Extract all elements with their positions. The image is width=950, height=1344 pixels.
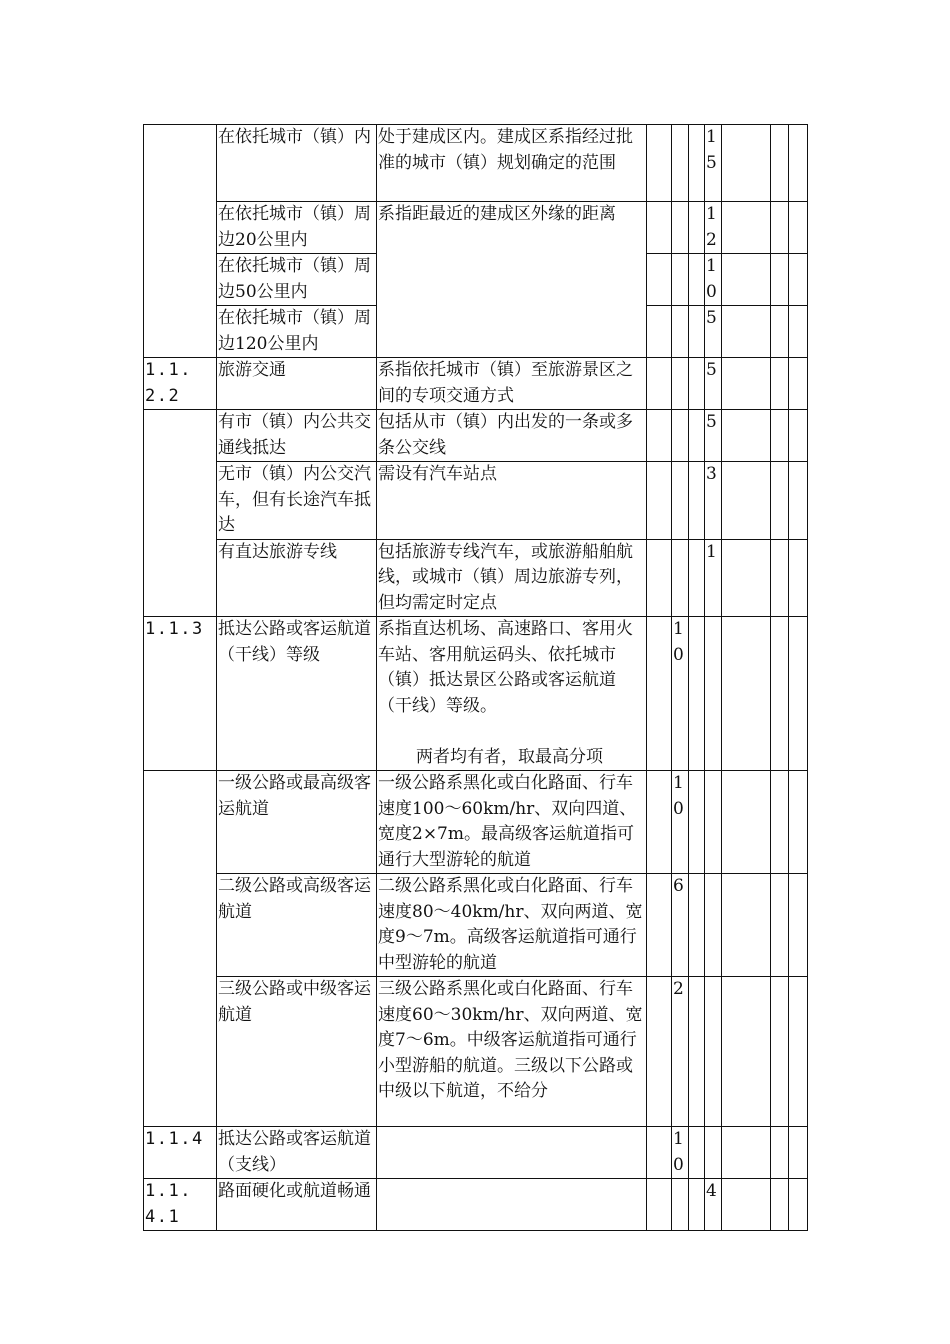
table-row <box>144 125 808 202</box>
empty-cell <box>672 254 689 306</box>
empty-cell <box>647 254 672 306</box>
empty-cell <box>771 771 789 874</box>
empty-cell <box>672 358 689 410</box>
empty-cell <box>771 306 789 358</box>
empty-cell <box>722 254 771 306</box>
table-row <box>144 977 808 1127</box>
scoring-table <box>143 124 808 1231</box>
empty-cell <box>771 254 789 306</box>
score-b-cell <box>689 874 705 977</box>
empty-cell <box>789 1127 808 1179</box>
empty-cell <box>672 539 689 617</box>
empty-cell <box>722 1179 771 1231</box>
empty-cell <box>705 617 722 771</box>
empty-cell <box>722 125 771 202</box>
empty-cell <box>771 202 789 254</box>
score-b-cell <box>689 771 705 874</box>
item-cell: 在依托城市（镇）周边120公里内 <box>217 306 377 358</box>
empty-cell <box>789 125 808 202</box>
empty-cell <box>722 771 771 874</box>
desc-cell: 二级公路系黑化或白化路面、行车速度80～40km/hr、双向两道、宽度9～7m。高级客运航道指可通行中型游轮的航道 <box>377 874 647 977</box>
item-cell: 有直达旅游专线 <box>217 539 377 617</box>
score-a-cell <box>689 125 705 202</box>
score-a-cell <box>689 358 705 410</box>
empty-cell <box>672 410 689 462</box>
desc-cell: 需设有汽车站点 <box>377 462 647 540</box>
score-b-cell <box>689 977 705 1127</box>
empty-cell <box>705 977 722 1127</box>
item-cell: 在依托城市（镇）周边20公里内 <box>217 202 377 254</box>
empty-cell <box>789 306 808 358</box>
empty-cell <box>722 358 771 410</box>
empty-cell <box>672 462 689 540</box>
empty-cell <box>789 977 808 1127</box>
empty-cell <box>672 202 689 254</box>
empty-cell <box>647 358 672 410</box>
desc-cell <box>377 1127 647 1179</box>
empty-cell <box>789 202 808 254</box>
desc-text: 系指直达机场、高速路口、客用火车站、客用航运码头、依托城市（镇）抵达景区公路或客运航道（干线）等级。 <box>378 619 633 716</box>
desc-note: 两者均有者，取最高分项 <box>416 746 603 767</box>
empty-cell <box>647 1179 672 1231</box>
desc-cell: 包括从市（镇）内出发的一条或多条公交线 <box>377 410 647 462</box>
empty-cell <box>771 874 789 977</box>
empty-cell <box>647 306 672 358</box>
score-b-cell: 5 <box>705 306 722 358</box>
empty-cell <box>771 358 789 410</box>
empty-cell <box>771 125 789 202</box>
empty-cell <box>771 462 789 540</box>
empty-cell <box>722 977 771 1127</box>
score-b-cell <box>689 617 705 771</box>
code-cell: 1.1.3 <box>144 617 217 771</box>
score-b-cell: 5 <box>705 358 722 410</box>
empty-cell <box>705 771 722 874</box>
desc-cell <box>377 1179 647 1231</box>
empty-cell <box>771 977 789 1127</box>
empty-cell <box>789 462 808 540</box>
table-row <box>144 358 808 410</box>
empty-cell <box>722 306 771 358</box>
score-a-cell: 1 0 <box>672 771 689 874</box>
desc-cell: 包括旅游专线汽车，或旅游船舶航线，或城市（镇）周边旅游专列，但均需定时定点 <box>377 539 647 617</box>
empty-cell <box>672 125 689 202</box>
desc-cell: 三级公路系黑化或白化路面、行车速度60～30km/hr、双向两道、宽度7～6m。中级客运航道指可通行小型游船的航道。三级以下公路或中级以下航道，不给分 <box>377 977 647 1127</box>
table-row <box>144 462 808 540</box>
table-row <box>144 874 808 977</box>
empty-cell <box>789 617 808 771</box>
desc-cell: 系指依托城市（镇）至旅游景区之间的专项交通方式 <box>377 358 647 410</box>
empty-cell <box>647 1127 672 1179</box>
score-a-cell <box>689 462 705 540</box>
empty-cell <box>647 874 672 977</box>
empty-cell <box>647 539 672 617</box>
score-a-cell <box>689 254 705 306</box>
table-row <box>144 1127 808 1179</box>
table-row <box>144 539 808 617</box>
item-cell: 旅游交通 <box>217 358 377 410</box>
empty-cell <box>722 617 771 771</box>
score-a-cell <box>689 202 705 254</box>
empty-cell <box>789 771 808 874</box>
score-b-cell: 5 <box>705 410 722 462</box>
empty-cell <box>771 617 789 771</box>
empty-cell <box>647 202 672 254</box>
score-a-cell: 1 0 <box>672 1127 689 1179</box>
score-b-cell: 1 5 <box>705 125 722 202</box>
empty-cell <box>722 539 771 617</box>
empty-cell <box>705 1127 722 1179</box>
empty-cell <box>647 617 672 771</box>
item-cell: 在依托城市（镇）内 <box>217 125 377 202</box>
desc-cell: 处于建成区内。建成区系指经过批准的城市（镇）规划确定的范围 <box>377 125 647 202</box>
empty-cell <box>647 977 672 1127</box>
empty-cell <box>722 874 771 977</box>
table-row <box>144 1179 808 1231</box>
desc-cell: 系指距最近的建成区外缘的距离 <box>377 202 647 358</box>
item-cell: 三级公路或中级客运航道 <box>217 977 377 1127</box>
score-a-cell: 6 <box>672 874 689 977</box>
item-cell: 有市（镇）内公共交通线抵达 <box>217 410 377 462</box>
item-cell: 一级公路或最高级客运航道 <box>217 771 377 874</box>
table-row <box>144 202 808 254</box>
empty-cell <box>647 462 672 540</box>
empty-cell <box>647 410 672 462</box>
empty-cell <box>789 254 808 306</box>
empty-cell <box>789 410 808 462</box>
empty-cell <box>789 1179 808 1231</box>
item-cell: 路面硬化或航道畅通 <box>217 1179 377 1231</box>
desc-cell: 一级公路系黑化或白化路面、行车速度100～60km/hr、双向四道、宽度2×7m。最高级客运航道指可通行大型游轮的航道 <box>377 771 647 874</box>
empty-cell <box>647 125 672 202</box>
empty-cell <box>672 306 689 358</box>
code-cell <box>144 771 217 1127</box>
score-b-cell: 3 <box>705 462 722 540</box>
code-cell: 1.1.4 <box>144 1127 217 1179</box>
empty-cell <box>705 874 722 977</box>
empty-cell <box>771 1179 789 1231</box>
table-row <box>144 617 808 771</box>
item-cell: 抵达公路或客运航道（支线） <box>217 1127 377 1179</box>
score-a-cell <box>689 306 705 358</box>
empty-cell <box>722 410 771 462</box>
empty-cell <box>771 539 789 617</box>
empty-cell <box>789 539 808 617</box>
empty-cell <box>672 1179 689 1231</box>
empty-cell <box>722 1127 771 1179</box>
score-a-cell <box>689 539 705 617</box>
empty-cell <box>789 874 808 977</box>
empty-cell <box>722 202 771 254</box>
score-b-cell: 1 <box>705 539 722 617</box>
empty-cell <box>647 771 672 874</box>
code-cell <box>144 410 217 617</box>
score-a-cell: 2 <box>672 977 689 1127</box>
score-b-cell: 1 2 <box>705 202 722 254</box>
empty-cell <box>771 1127 789 1179</box>
item-cell: 在依托城市（镇）周边50公里内 <box>217 254 377 306</box>
code-cell <box>144 125 217 358</box>
table-row <box>144 771 808 874</box>
table-row <box>144 410 808 462</box>
code-cell: 1.1.2.2 <box>144 358 217 410</box>
empty-cell <box>789 358 808 410</box>
score-a-cell <box>689 410 705 462</box>
score-b-cell: 1 0 <box>705 254 722 306</box>
score-a-cell <box>689 1179 705 1231</box>
score-b-cell <box>689 1127 705 1179</box>
item-cell: 抵达公路或客运航道（干线）等级 <box>217 617 377 771</box>
item-cell: 二级公路或高级客运航道 <box>217 874 377 977</box>
score-a-cell: 1 0 <box>672 617 689 771</box>
item-cell: 无市（镇）内公交汽车，但有长途汽车抵达 <box>217 462 377 540</box>
empty-cell <box>722 462 771 540</box>
empty-cell <box>771 410 789 462</box>
code-cell: 1.1.4.1 <box>144 1179 217 1231</box>
score-b-cell: 4 <box>705 1179 722 1231</box>
desc-cell <box>377 617 647 771</box>
